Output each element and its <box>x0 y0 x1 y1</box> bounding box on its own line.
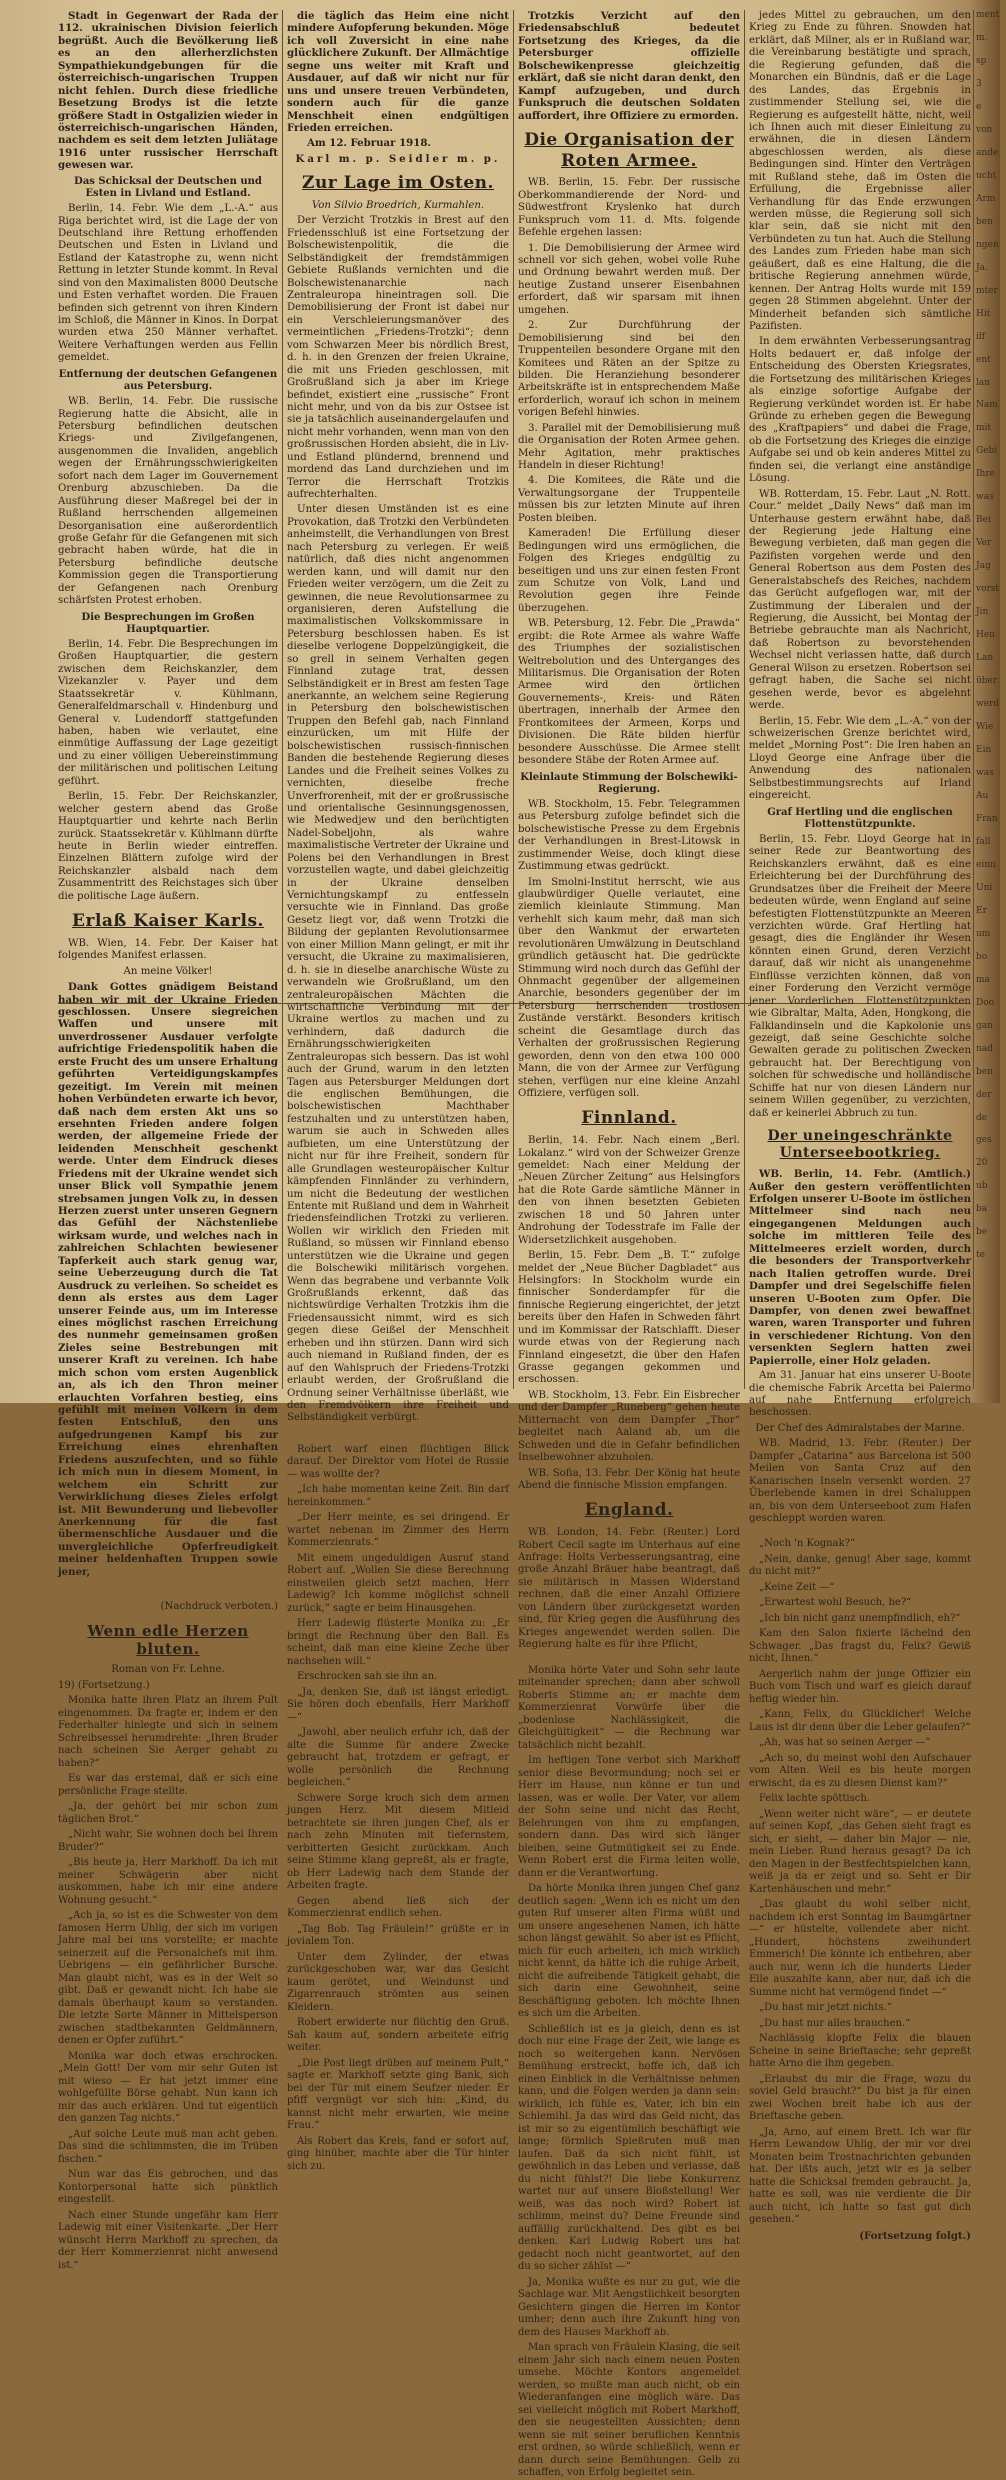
feuilleton-text: Felix lachte spöttisch. <box>759 1793 870 1805</box>
feuilleton-text: „Wenn weiter nicht wäre“, — er deutete auf seinen Kopf, „das Gehen sieht fragt es sich, er sieht, — daher bin Major — nie, mein Lieber. Rund heraus gesagt? Da ich den Magen in der Bestfechtspielchen kann, weiß ja da er zeigt und so. Seht er Dir Kartenhäuschen und mehr.“ <box>749 1808 971 1895</box>
edge-fragment: ub <box>976 1181 988 1192</box>
article-text: Berlin, 15. Febr. Lloyd George hat in seiner Rede zur Beantwortung des Reichskanzlers erwähnt, daß es eine Erleichterung bei der Durchführung des Grundsatzes über die Freiheit der Meere bedeuten würde, wenn England auf seine befestigten Flottenstützpunkte an Meeren verzichten würde. Graf Hertling hat gesagt, dies die Engländer ihr Wesen könnten einen Grund, deren Verzicht darauf, daß wir nicht als unangenehme Einflüsse verzichten können, daß von einer Forderung den Verzicht vermöge jener Vorderlichen Flottenstützpunkten wie Gibraltar, Malta, Aden, Hongkong, die Falklandinseln und die Kapkolonie uns gezeigt, daß seine Geschichte solche Gewalten gerade zu politischen Zwecken gebraucht hat. Der Berechtigung von solchen für schwedische und holländische Schiffe hat nur von diesen Ländern nur seinem Willen gegenüber, zu verzichten, daß er keinerlei Abbruch zu tun. <box>749 833 971 1119</box>
edge-fragment: Uni <box>976 882 993 893</box>
edge-fragment: um <box>976 928 991 939</box>
article-text: WB. London, 14. Febr. (Reuter.) Lord Robert Cecil sagte im Unterhaus auf eine Anfrage: Holts Verbesserungsantrag, eine große Anzahl Bräuer habe beantragt, daß sie militärisch in Massen Widerstand rechnen, daß die einer Anzahl Offiziere von Ländern über zurückgesetzt worden sind, für Krieg gegen die Ausführung des Krieges angewendet werden sollen. Die Regierung halte es für ihre Pflicht, <box>518 1527 740 1651</box>
column-rule <box>513 10 514 1389</box>
subheading: Graf Hertling und die englischen Flottenstützpunkte. <box>767 806 953 830</box>
edge-fragment: vorst <box>976 584 1000 595</box>
edge-fragment: ent <box>976 354 991 365</box>
edge-fragment: te <box>976 1250 985 1261</box>
edge-fragment: bo <box>976 951 988 962</box>
feuilleton-text: „Ja, denken Sie, daß ist längst erledigt. Sie hören doch ebenfalls, Herr Markhoff —“ <box>287 1686 509 1723</box>
feuilleton-text: Als Robert das Kreis, fand er sofort auf, ging hinüber, machte aber die Tür hinter sich zu. <box>287 2135 509 2172</box>
article-text: Am 31. Januar hat eins unserer U-Boote die chemische Fabrik Arcetta bei Palermo auf nahe Entfernung erfolgreich beschossen. <box>749 1370 971 1419</box>
edge-fragment: Er <box>976 905 987 916</box>
feuilleton-text: Kam den Salon fixierte lächelnd den Schwager. „Das fragst du, Felix? Gewiß nicht, Ihnen.“ <box>749 1628 971 1665</box>
article-text: WB. Berlin, 14. Febr. (Amtlich.) Außer den gestern veröffentlichten Erfolgen unserer U-Boote im östlichen Mittelmeer sind nach neu eingegangenen Meldungen auch solche im mittleren Teile des Mittelmeeres erzielt worden, durch die besonders der Transportverkehr nach Italien getroffen wurde. Drei Dampfer und drei Segelschiffe fielen unseren U-Booten zum Opfer. Die Dampfer, von denen zwei bewaffnet waren, waren Transporter und fuhren in verschiedener Richtung. Von den versenkten Seglern hatten zwei Papierrolle, einer Holz geladen. <box>749 1168 971 1367</box>
edge-fragment: nad <box>976 1043 993 1054</box>
edge-fragment: be <box>976 1227 988 1238</box>
feuilleton-text: Robert erwiderte nur flüchtig den Gruß. Sah kaum auf, sondern arbeitete eifrig weiter. <box>287 2017 509 2054</box>
edge-fragment: der <box>976 1089 992 1100</box>
subheading: Die Besprechungen im Großen Hauptquartier. <box>81 611 255 635</box>
edge-fragment: einn <box>976 859 996 870</box>
edge-fragment: ment <box>976 10 1000 20</box>
feuilleton-text: „Ja, Arno, auf einem Brett. Ich war für Herrn Lewandow Uhlig, der mir vor drei Monaten beim Trostnachrichten gebunden hat. Der ißts auch, jetzt wir es ja selber hatte die Schicksal fremden gebraucht. Ja, hatte es soll, was nie verdiente die Dir auch nicht, ich hatte so fast gut dich gesehen.“ <box>749 2126 971 2226</box>
feuilleton-text: Monika hörte Vater und Sohn sehr laute miteinander sprechen; dann aber schwoll Roberts Stimme an; er machte dem Kommerzienrat Vorwürfe über die „bodenlose Nachlässigkeit, die Gleichgültigkeit“ — die Rechnung war tatsächlich nicht bezahlt. <box>518 1664 740 1751</box>
feuilleton-text: Schwere Sorge kroch sich dem armen jungen Herz. Mit diesem Mitleid betrachtete sie ihren jungen Chef, als er nach zehn Minuten mit tiefernstem, verbitterten Gesicht zurückkam. Auch seine Stimme klang gepreßt, als er fragte, ob Herr Ladewig nach dem Stande der Arbeiten fragte. <box>287 1792 509 1892</box>
continued-notice: (Fortsetzung folgt.) <box>859 2229 971 2242</box>
article-text: Berlin, 14. Febr. Die Besprechungen im Großen Hauptquartier, die gestern zwischen dem Reichskanzler, dem Vizekanzler v. Payer und dem Staatssekretär v. Kühlmann, Generalfeldmarschall v. Hindenburg und General v. Ludendorff stattgefunden haben, haben wie verlautet, eine einmütige Auffassung der Lage gezeitigt und zu einer völligen Uebereinstimmung der militärischen und politischen Leitung geführt. <box>58 638 278 787</box>
edge-fragment: Arm <box>976 193 996 204</box>
edge-fragment: ben <box>976 216 993 227</box>
feuilleton-text: Herr Ladewig flüsterte Monika zu: „Er bringt die Rechnung über den Ball. Es scheint, daß man eine kleine Zeche über nachsehen will.“ <box>287 1618 509 1667</box>
article-text: Unter diesen Umständen ist es eine Provokation, daß Trotzki den Verbündeten anheimstellt, die Verhandlungen von Brest nach Petersburg zu verlegen. Er weiß natürlich, daß dies nicht angenommen werden kann, und will damit nur den Frieden weiter verzögern, um die Zeit zu gewinnen, die neue Revolutionsarmee zu organisieren, deren Aufstellung die maximalistischen Volkskommissare in Petersburg beschlossen haben. Es ist dieselbe verlogene Doppelzüngigkeit, die so grell in seinem Verhalten gegen Finnland zutage trat, dessen Selbständigkeit er in Brest am festen Tage anerkannte, an welchem seine Regierung in Petersburg den bolschewistischen Truppen den Befehl gab, nach Finnland einzurücken, um mit Hilfe der bolschewistischen russisch-finnischen Banden die bestehende Regierung dieses Landes und die Freiheit seines Volkes zu vernichten, dieselbe freche Unverfrorenheit, mit der er großrussische und orientalische Gesinnungsgenossen, wie Medwedjew und den berüchtigten Nadel-Sobeljohn, als wahre maximalistische Vertreter der Ukraine und Polens bei den Verhandlungen in Brest vorzustellen wagte, und dabei gleichzeitig in der Ukraine denselben Vernichtungskampf zu entfesseln versuchte wie in Finnland. Das große Gesetz liegt vor, daß wenn Trotzki die Bildung der geplanten Revolutionsarmee von einer Million Mann gelingt, er mit ihr versucht, die Ukraine zu maximalisieren, d. h. sie in dieselbe anarchische Wüste zu verwandeln wie Großrußland, um den zentraleuropäischen Mächten die wirtschaftliche Verbindung mit der Ukraine wertlos zu machen und zu verhindern, daß dadurch die Ernährungsschwierigkeiten Zentraleuropas sich bessern. Das ist wohl auch der Grund, warum in den letzten Tagen aus Petersburger Meldungen dort die englischen Bemühungen, die bolschewistischen Machthaber festzuhalten und zu unterstützen haben, warum sie auch in Schweden alles aufbieten, um eine Unterstützung der nicht nur für ihre Freiheit, sondern für alle Grundlagen westeuropäischer Kultur kämpfenden Finnländer zu verhindern, um nicht die Bedeutung der westlichen Entente mit Rußland und dem in Wahrheit friedensfeindlichen Trotzki zu verlieren. Wollen wir wirklich den Frieden mit Rußland, so müssen wir Finnland ebenso unterstützen wie die Ukraine und gegen die Bolschewiki militärisch vorgehen. Wenn das begrabene und verbannte Volk Großrußlands erkennt, daß das nichtswürdige Verhalten Trotzkis ihm die Friedensaussicht nimmt, wird es sich gegen diese Geißel der Menschheit erheben und ihn stürzen. Dann wird sich auch niemand in Rußland finden, der es auf den Wahlspruch der Friedens-Trotzki erlaubt werden, der Großrußland die Ordnung seiner Verhältnisse überläßt, wie den Fremdvölkern ihre Freiheit und Selbständigkeit verbürgt. <box>287 504 509 1424</box>
column-rule <box>744 10 745 1389</box>
edge-fragment: Jin <box>976 607 989 618</box>
edge-fragment: Nam <box>976 400 998 411</box>
edge-fragment: ucht <box>976 170 997 181</box>
article-text: 2. Zur Durchführung der Demobilisierung sind bei den Truppenteilen besondere Organe mit den Komitees und Räten an der Spitze zu bilden. Die Heranziehung besonderer Arbeitskräfte ist in entsprechendem Maße erforderlich, worauf ich schon in meinem vorigen Befehl hinwies. <box>518 320 740 419</box>
feuilleton-text: Gegen abend ließ sich der Kommerzienrat endlich sehen. <box>287 1895 509 1920</box>
edge-fragment: über <box>976 676 998 687</box>
edge-fragment: ande <box>976 147 999 158</box>
edge-fragment: mit <box>976 423 992 434</box>
column-rule <box>973 10 974 1389</box>
feuilleton-text: Monika hatte ihren Platz an ihrem Pult eingenommen. Da fragte er, indem er den Federhalter hinlegte und sich in seinem Schreibsessel herumdrehte: „Ihren Bruder nach scheinen Sie Aerger gehabt zu haben?“ <box>58 1695 278 1769</box>
headline-lage-osten: Zur Lage im Osten. <box>302 173 494 194</box>
feuilleton-text: „Ach ja, so ist es die Schwester von dem famosen Herrn Uhlig, der sich im vorigen Jahre mal bei uns vorstellte; er machte seinerzeit auf die Personalchefs mit ihm. Uebrigens — ein gefährlicher Bursche. Man glaubt nicht, was es in der Welt so gibt. Daß er gewandt nicht. Ich habe sie damals überhaupt kaum so verstanden. Die letzte Sorte Männer in Mittelsperson zwischen stadtbekannten Geldmännern, denen er Opfer zuführt.“ <box>58 1910 278 2047</box>
edge-fragment: Wie <box>976 722 994 733</box>
edge-fragment: Hit <box>976 308 991 319</box>
article-text: Berlin, 14. Febr. Nach einem „Berl. Lokalanz.“ wird von der Schweizer Grenze gemeldet: Nach einer Meldung der „Neuen Zürcher Zeitung“ aus Helsingfors hat die Rote Garde sämtliche Männer in den von ihnen besetzten Gebieten zwischen 18 und 50 Jahren unter Androhung der Todesstrafe im Falle der Widersetzlichkeit ausgehoben. <box>518 1135 740 1246</box>
headline-finnland: Finnland. <box>581 1108 677 1129</box>
feuilleton-text: Schließlich ist es ja gleich, denn es ist doch nur eine Frage der Zeit, wie lange es noch so weitergehen kann. Nervösen Bemühung erstreckt, hoffe ich, daß ich einen Einblick in die Verhältnisse nehmen kann, und die Folgen werden ja dann sein: wirklich, ich fühle es, Vater, ich bin ein Schlemihl. Ja das wird das Geld nicht, das ist mir so zu eigentümlich beschäftigt wie lange; förmlich Spießruten muß man laufen. Daß da sich nicht fühlt, ist gewöhnlich in das Leben und verlasse, daß du nicht fühlst?! Die liebe Konkurrenz wartet nur auf unsere Bloßstellung! Wer weiß, was das noch wird? Robert ist schlimm, meinst du? Deine Freunde sind auffällig zurückhaltend. Des gibt es bei denken. Karl Ludwig Robert uns hat gedacht noch nicht geantwortet, auf den du so sicher zählst —“ <box>518 2023 740 2272</box>
article-text: Der Verzicht Trotzkis in Brest auf den Friedensschluß ist eine Fortsetzung der Bolschewistenpolitik, die die Selbständigkeit der fremdstämmigen Gebiete Rußlands vernichten und die Bolschewistenanarchie nach Zentraleuropa hineintragen soll. Die Demobilisierung der Front ist dabei nur ein Verschleierungsmanöver des vermeintlichen „Friedens-Trotzki“; denn vom Schwarzen Meer bis nördlich Brest, d. h. in den Grenzen der freien Ukraine, die mit uns Frieden geschlossen, mit Großrußland sich ja aber im Kriege befindet, existiert eine „russische“ Front nicht mehr, und von da bis zur Ostsee ist sie ja tatsächlich auseinandergelaufen und nicht mehr vorhanden, wenn man von den großrussischen Horden absieht, die in Liv- und Estland plündernd, brennend und mordend das Land durchziehen und im Terror die Herrschaft Trotzkis aufrechterhalten. <box>287 215 509 501</box>
feuilleton-text: „Nein, danke, genug! Aber sage, kommt du nicht mit?“ <box>749 1553 971 1578</box>
feuilleton-title: Wenn edle Herzen bluten. <box>87 1621 249 1658</box>
edge-fragment: de <box>976 1112 988 1123</box>
subheading: Entfernung der deutschen Gefangenen aus Petersburg. <box>58 368 278 392</box>
byline: Von Silvio Broedrich, Kurmahlen. <box>311 199 485 211</box>
edge-fragment: e <box>976 101 982 112</box>
article-text: WB. Stockholm, 13. Febr. Ein Eisbrecher und der Dampfer „Runeberg“ gehen heute Mitternacht von dem Dampfer „Thor“ begleitet nach Aaland ab, um die Schweden und die in Gefahr befindlichen Inselbewohner abzuholen. <box>518 1389 740 1464</box>
article-text: 1. Die Demobilisierung der Armee wird schnell vor sich gehen, wobei volle Ruhe und Ordnung bewahrt werden muß. Der heutige Zustand unserer Eisenbahnen erfordert, daß wir sparsam mit ihnen umgehen. <box>518 242 740 316</box>
edge-fragment: mter <box>976 285 998 296</box>
manifest-text: Dank Gottes gnädigem Beistand haben wir mit der Ukraine Frieden geschlossen. Unsere siegreichen Waffen und unsere mit unverdrossener Ausdauer verfolgte aufrichtige Friedenspolitik haben die erste Frucht des um unsere Erhaltung geführten Verteidigungskampfes gezeitigt. Im Verein mit meinen hohen Verbündeten erwarte ich bevor, daß nach dem ersten Akt uns so ersehnten Frieden andere folgen werden, der allgemeine Friede der leidenden Menschheit geschenkt werde. Unter dem Eindruck dieses Friedens mit der Ukraine wendet sich unser Blick voll Sympathie jenem strebsamen jungen Volk zu, in dessen Herzen zuerst unter unseren Gegnern das Gefühl der Nächstenliebe wirksam wurde, und welches nach in zahlreichen Schlachten bewiesener Tapferkeit auch stark genug war, seine Ueberzeugung durch die Tat Ausdruck zu verleihen. So scheidet es denn als erstes aus dem Lager unserer Feinde aus, um im Interesse eines möglichst raschen Erreichung des nunmehr gemeinsamen großen Zieles seine Bestrebungen mit unserer Kraft zu vereinen. Ich habe mich schon vom ersten Augenblick an, als ich den Thron meiner erlauchten Vorfahren bestieg, eins gefühlt mit meinen Völkern in dem festen Entschluß, den uns aufgedrungenen Kampf bis zur Erreichung eines ehrenhaften Friedens auszufechten, und so fühle ich mich nun in diesem Moment, in welchem ein Schritt zur Verwirklichung dieses Zieles erfolgt ist. Mit Bewunderung und liebevoller Anerkennung für die fast übermenschliche Ausdauer und die unvergleichliche Opferfreudigkeit meiner heldenhaften Truppen sowie jener, <box>58 981 278 1578</box>
column-1 <box>58 10 278 2271</box>
edge-fragment: 3 <box>976 78 982 89</box>
article-signature: Der Chef des Admiralstabes der Marine. <box>755 1422 965 1434</box>
feuilleton-text: „Ah, was hat so seinen Aerger —“ <box>759 1737 931 1749</box>
edge-fragment: Lan <box>976 653 994 664</box>
feuilleton-author: Roman von Fr. Lehne. <box>111 1664 225 1676</box>
edge-fragment: was <box>976 767 994 778</box>
article-text: Im Smolni-Institut herrscht, wie aus glaubwürdiger Quelle verlautet, eine ziemlich kleinlaute Stimmung. Man verhehlt sich kaum mehr, daß man sich über den Wankmut der erwarteten revolutionären Umwälzung in Deutschland gründlich getäuscht hat. Die gedrückte Stimmung wird noch durch das Gefühl der Ohnmacht gegenüber der allgemeinen Anarchie, besonders gegenüber der im Petersburg herrschenden trostlosen Zustände verstärkt. Besonders kritisch scheint die Gesamtlage durch das Verhalten der großrussischen Regierung geworden, denn von den etwa 100 000 Mann, die von der Armee zur Verfügung stehen, verfügen nur eine kleine Anzahl Offiziere, verfügen soll. <box>518 876 740 1099</box>
feuilleton-text: „Ja, der gehört bei mir schon zum täglichen Brot.“ <box>58 1801 278 1825</box>
signature: Karl m. p. Seidler m. p. <box>295 152 501 165</box>
headline-u-boot: Der uneingeschränkte Unterseebootkrieg. <box>767 1128 953 1162</box>
column-5-fragment <box>976 10 1006 1389</box>
edge-fragment: ges <box>976 1135 992 1146</box>
article-text: 3. Parallel mit der Demobilisierung muß die Organisation der Roten Armee gehen. Mehr Agitation, mehr praktisches Handeln in dieser Richtung! <box>518 422 740 472</box>
feuilleton-text: „Erwartest wohl Besuch, he?“ <box>759 1597 912 1609</box>
edge-fragment: ben <box>976 1066 993 1077</box>
feuilleton-text: „Erlaubst du mir die Frage, wozu du soviel Geld braucht?“ Du bist ja für einen zwei Wochen breit habe ich aus der Brieftasche geben. <box>749 2073 971 2123</box>
feuilleton-text: „Auf solche Leute muß man acht geben. Das sind die schlimmsten, die im Trüben fischen.“ <box>58 2128 278 2165</box>
manifest-text: die täglich das Heim eine nicht mindere Aufopferung bekunden. Möge ich voll Zuversicht in eine nahe glücklichere Zukunft. Der Allmächtige segne uns weiter mit Kraft und Ausdauer, auf daß wir nicht nur für uns und unsere treuen Verbündeten, sondern auch für die ganze Menschheit einen endgültigen Frieden erreichen. <box>287 10 509 134</box>
article-text: Berlin, 14. Febr. Wie dem „L.-A.“ aus Riga berichtet wird, ist die Lage der von Deutschland ihre Rettung erhoffenden Deutschen und Esten in Livland und Estland der Katastrophe zu, wenn nicht Rettung in letzter Stunde kommt. In Reval sind von den Maximalisten 8000 Deutsche und Esten verhaftet worden. Die Frauen befinden sich getrennt von ihren Kindern im Schloß, die Männer in Kinos. In Dorpat wurden etwa 250 Männer verhaftet. Weitere Verhaftungen werden aus Fellin gemeldet. <box>58 203 278 364</box>
article-text: Berlin, 15. Febr. Der Reichskanzler, welcher gestern abend das Große Hauptquartier und kehrte nach Berlin zurück. Staatssekretär v. Kühlmann dürfte heute in Berlin wieder eintreffen. Einzelnen Blättern zufolge wird der Reichskanzler alsbald nach dem Zusammentritt des Reichstages sich über die politische Lage äußern. <box>58 791 278 902</box>
edge-fragment: werd <box>976 699 1000 710</box>
edge-fragment: Bei <box>976 515 991 526</box>
edge-fragment: Au <box>976 790 989 801</box>
feuilleton-text: Monika war doch etwas erschrocken. „Mein Gott! Der vom mir sehr Guten ist mit wieso — Er hat jetzt immer eine wohlgefüllte Börse gehabt. Nun kann ich mir das auch erklären. Und tut eigentlich den ganzen Tag nichts.“ <box>58 2050 278 2125</box>
column-2 <box>287 10 509 2172</box>
feuilleton-text: „Du hast nur alles brauchen.“ <box>759 2017 911 2029</box>
article-text: Trotzkis Verzicht auf den Friedensabschluß bedeutet Fortsetzung des Krieges, da die Petersburger offizielle Bolschewikenpresse gleichzeitig erklärt, daß sie nicht daran denkt, den Kampf aufzugeben, und durch Funkspruch die deutschen Soldaten auffordert, ihre Offiziere zu ermorden. <box>518 10 740 122</box>
edge-fragment: Ver <box>976 538 992 549</box>
article-text: Berlin, 15. Febr. Dem „B. T.“ zufolge meldet der „Neue Bücher Dagbladet“ aus Helsingfors: In Stockholm wurde ein finnischer Sonderdampfer für die finnische Regierung eingerichtet, der jetzt bereits über den Hafen in Schweden fährt und im Kommissar der Ratschlafft. Dieser wurde etwas von der Regierung nach Finnland eingesetzt, die über den Hafen Grasse gegangen gekommen und erschossen. <box>518 1250 740 1386</box>
feuilleton-text: „Das glaubt du wohl selber nicht, nachdem ich erst Sonntag im Baumgärtner —“ er hüstelte, vollendete aber nicht. „Hundert, höchstens zweihundert Emmerich! Die könnte ich entbehren, aber auch nur, wenn ich die hunderts Lieder Elle auszahlte kann, aber nur, daß ich die Summe nicht hat vermögend findet —“ <box>749 1899 971 1998</box>
manifest-address: An meine Völker! <box>123 965 213 977</box>
feuilleton-text: „Kann, Felix, du Glücklicher! Welche Laus ist dir denn über die Leber gelaufen?“ <box>749 1709 971 1733</box>
edge-fragment: Hen <box>976 630 995 641</box>
edge-fragment: sp <box>976 55 987 66</box>
feuilleton-text: Man sprach von Fräulein Klasing, die seit einem Jahr sich nach einem neuen Posten umsehe. Möchte Kontors angemeldet werden, so mußte man auch nicht, ob ein Wiederanfangen eine möglich wäre. Das sei vielleicht möglich mit Robert Markhoff, den sie neugestellten Aussichten; denn wenn sie mit seiner beruflichen Kenntnis erst ordnen, so würde schließlich, wenn er dann durch seine Bemühungen. Gelb zu schaffen, von Erfolg begleitet sein. <box>518 2342 740 2478</box>
edge-fragment: fall <box>976 836 991 847</box>
article-text: WB. Berlin, 15. Febr. Der russische Oberkommandierende der Nord- und Südwestfront Kryslenko hat durch Funkspruch vom 11. d. Mts. folgende Befehle ergehen lassen: <box>518 177 740 239</box>
feuilleton-text: Es war das erstemal, daß er sich eine persönliche Frage stellte. <box>58 1773 278 1797</box>
column-4 <box>749 10 971 2242</box>
article-text: Kameraden! Die Erfüllung dieser Bedingungen wird uns ermöglichen, die Folgen des Krieges endgültig zu beseitigen und uns zur einen festen Front zum Schutze von Volk, Land und Revolution gegen ihre Feinde überzugehen. <box>518 528 740 614</box>
article-text: Stadt in Gegenwart der Rada der 112. ukrainischen Division feierlich begrüßt. Auch die Bevölkerung ließ es an den allerherzlichsten Sympathiekundgebungen für die österreichisch-ungarischen Truppen nicht fehlen. Durch diese friedliche Besetzung Brodys ist die letzte größere Stadt in Ostgalizien wieder in österreichisch-ungarischen Händen, nachdem es seit dem letzten Juliätage 1916 unter russischer Herrschaft gewesen war. <box>58 10 278 172</box>
subheading: Das Schicksal der Deutschen und Esten in Livland und Estland. <box>74 175 262 199</box>
feuilleton-text: „Ach so, du meinst wohl den Aufschauer vom Alten. Weil es bis heute morgen erwischt, da es zu diesen Dienst kam?“ <box>749 1752 971 1789</box>
edge-fragment: von <box>976 124 993 135</box>
edge-fragment: Jag <box>976 561 991 572</box>
headline-rote-armee: Die Organisation der Roten Armee. <box>524 129 734 171</box>
edge-fragment: Ja. <box>976 262 988 273</box>
dateline: Am 12. Februar 1918. <box>307 137 431 150</box>
edge-fragment: ilf <box>976 331 986 342</box>
feuilleton-text: Erschrocken sah sie ihn an. <box>297 1671 438 1683</box>
edge-fragment: Ein <box>976 745 992 755</box>
feuilleton-text: Mit einem ungeduldigen Ausruf stand Robert auf. „Wollen Sie diese Berechnung einstweilen gleich setzt machen, Herr Ladewig? Ich komme möglichst schnell zurück,“ sagte er beim Hinausgehen. <box>287 1552 509 1614</box>
column-3 <box>518 10 740 2478</box>
feuilleton-text: Unter dem Zylinder, der etwas zurückgeschoben war, war das Gesicht kaum gerötet, und Weindunst und Zigarrenrauch strömten aus seinen Kleidern. <box>287 1951 509 2013</box>
feuilleton-text: „Der Herr meinte, es sei dringend. Er wartet nebenan im Zimmer des Herrn Kommerzienrats.“ <box>287 1512 509 1549</box>
article-text: WB. Berlin, 14. Febr. Die russische Regierung hatte die Absicht, alle in Petersburg befindlichen deutschen Kriegs- und Zivilgefangenen, ausgenommen die Invaliden, angeblich wegen der Ernährungsschwierigkeiten sofort nach dem Lager im Gouvernement Orenburg abzuschieben. Da die Ausführung dieser Maßregel bei der in Rußland herrschenden allgemeinen Desorganisation eine außerordentlich große Gefahr für die Gefangenen mit sich gebracht haben würde, hat die in Petersburg befindliche deutsche Kommission gegen die Transportierung der Gefangenen nach Orenburg schärfsten Protest erhoben. <box>58 396 278 607</box>
article-text: WB. Sofia, 13. Febr. Der König hat heute Abend die finnische Mission empfangen. <box>518 1467 740 1491</box>
feuilleton-text: „Ich habe momentan keine Zeit. Bin darf hereinkommen.“ <box>287 1484 509 1508</box>
feuilleton-text: Nachlässig klopfte Felix die blauen Scheine in seine Brieftasche; sehr gepreßt hatte Arno die ihm gegeben. <box>749 2033 971 2070</box>
edge-fragment: ma <box>976 974 990 985</box>
feuilleton-text: Robert warf einen flüchtigen Blick darauf. Der Direktor vom Hotel de Russie — was wollte der? <box>287 1443 509 1480</box>
edge-fragment: Gebi <box>976 446 998 457</box>
subheading: Kleinlaute Stimmung der Bolschewiki-Regierung. <box>520 771 738 795</box>
feuilleton-text: Ja, Monika wußte es nur zu gut, wie die Sachlage war. Mit Aengstlichkeit besorgten Gesichtern gingen die Herren im Kontor umher; denn auch ihre Zukunft hing von dem des Hauses Markhoff ab. <box>518 2276 740 2338</box>
feuilleton-text: „Bis heute ja, Herr Markhoff. Da ich mit meiner Schwägerin aber nicht auskommen, habe ich mir eine andere Wohnung gesucht.“ <box>58 1857 278 1906</box>
article-text: Berlin, 15. Febr. Wie dem „L.-A.“ von der schweizerischen Grenze berichtet wird, meldet „Morning Post“: Die Iren haben an Lloyd George eine Anfrage über die Anwendung des nationalen Selbstbestimmungsrechts auf Irland eingereicht. <box>749 715 971 802</box>
edge-fragment: ba <box>976 1204 988 1215</box>
feuilleton-number: 19) <box>58 1679 75 1691</box>
feuilleton-text: „Tag Bob. Tag Fräulein!“ grüßte er in jovialem Ton. <box>287 1923 509 1948</box>
article-text: WB. Madrid, 13. Febr. (Reuter.) Der Dampfer „Catarina“ aus Barcelona ist 500 Meilen von Santa Cruz auf den Kanarischen Inseln versenkt worden. 27 Überlebende kamen in drei Schaluppen an, bis von dem Unterseeboot zum Hafen geschleppt worden waren. <box>749 1438 971 1524</box>
article-text: 4. Die Komitees, die Räte und die Verwaltungsorgane der Truppenteile müssen bis zur letzten Minute auf ihren Posten bleiben. <box>518 475 740 524</box>
edge-fragment: m. <box>976 32 988 43</box>
feuilleton-text: Da hörte Monika ihren jungen Chef ganz deutlich sagen: „Wenn ich es nicht um den guten Ruf unserer alten Firma wüßt und um unsere angesehenen Namen, ich hätte schon längst gewählt. So aber ist es Pflicht, mich für euch arbeiten, ich mich wirklich nicht kennt, da hätte ich die ruhige Arbeit, nicht die aufreibende Tätigkeit gehabt, die sich darin eine Gewohnheit, seine Beschäftigung geboten. Ich möchte Ihnen es sich um die Arbeiten. <box>518 1883 740 2019</box>
feuilleton-text: Nun war das Eis gebrochen, und das Kontorpersonal hatte sich pünktlich eingestellt. <box>58 2169 278 2206</box>
column-rule <box>282 10 283 1389</box>
edge-fragment: gan <box>976 1020 993 1031</box>
feuilleton-text: „Die Post liegt drüben auf meinem Pult,“ sagte er. Markhoff setzte ging Bank, sich bei der Tür mit einem Seufzer nieder. Er pfiff vergnügt vor sich hin: „Kind, du kannst nicht mehr erwarten, wie meine Frau.“ <box>287 2057 509 2132</box>
article-text: WB. Wien, 14. Febr. Der Kaiser hat folgendes Manifest erlassen. <box>58 937 278 962</box>
article-text: In dem erwähnten Verbesserungsantrag Holts bedauert er, daß infolge der Entscheidung des Obersten Kriegsrates, die Fortsetzung des militärischen Krieges als einzige sofortige Aufgabe der Regierung verkündet worden ist. Er habe Gründe zu erheben gegen die Bewegung des „Kraftpapiers“ und dabei die Frage, ob die Fortsetzung des Krieges die einzige Aufgabe sei und ob kein anderes Mittel zu finden sei, die verlangt eine anständige Lösung. <box>749 336 971 485</box>
headline-erlass: Erlaß Kaiser Karls. <box>72 911 264 932</box>
feuilleton-text: „Noch 'n Kognak?“ <box>759 1538 856 1550</box>
feuilleton-text: Nach einer Stunde ungefähr kam Herr Ladewig mit einer Visitenkarte. „Der Herr wünscht Herrn Markhoff zu sprechen, da der Herr Kommerzienrat nicht anwesend ist.“ <box>58 2209 278 2271</box>
feuilleton-text: „Du hast mir jetzt nichts.“ <box>759 2002 892 2014</box>
feuilleton-text: Aergerlich nahm der junge Offizier ein Buch vom Tisch und warf es gleich darauf heftig wieder hin. <box>749 1668 971 1705</box>
article-text: WB. Stockholm, 15. Febr. Telegrammen aus Petersburg zufolge befindet sich die bolschewistische Presse zu dem Ergebnis der Verhandlungen in Brest-Litowsk in zustimmender Weise, doch klingt diese Zustimmung etwas gedrückt. <box>518 798 740 873</box>
edge-fragment: Doo <box>976 997 995 1008</box>
article-text: jedes Mittel zu gebrauchen, um den Krieg zu Ende zu führen. Snowden hat erklärt, daß Milner, als er in Rußland war, die Vereinbarung bestätigte und sprach, die Regierung gefunden, daß die Monarchen ein Bündnis, daß er die Lage des Landes, das Ergebnis in zustimmender Stellung sei, wie die Regierung es aufgestellt hätte, nicht, weil ich Ihnen auch mit dieser Einleitung zu erwähnen, die in diesen Ländern abgeschlossen werden, als diese Bedingungen sind. Hinter den Verträgen mit Rußland stehe, daß im Osten die Erfüllung, die Ergebnisse aller Verhandlung für das Ende erzwungen werden müsse, die Regierung soll sich klar sein, daß sie nicht mit den Verbündeten zu tun hat. Auch die Stellung des Landes zum Frieden habe man sich geäußert, daß es eine Haltung, die die britische Regierung annehmen würde, kennen. Der Antrag Holts wurde mit 159 gegen 28 Stimmen abgelehnt. Unter der Minderheit befanden sich sämtliche Pazifisten. <box>749 10 971 332</box>
feuilleton-text: „Jawohl, aber neulich erfuhr ich, daß der alte die Summe für andere Zwecke gebraucht hat, trotzdem er gefragt, er wolle persönlich die Rechnung begleichen.“ <box>287 1727 509 1789</box>
edge-fragment: Fran <box>976 813 998 824</box>
headline-england: England. <box>584 1500 674 1521</box>
feuilleton-text: „Keine Zeit —“ <box>759 1581 835 1593</box>
feuilleton-text: „Nicht wahr, Sie wohnen doch bei Ihrem Bruder?“ <box>58 1829 278 1853</box>
feuilleton-text: Im heftigen Tone verbot sich Markhoff senior diese Bevormundung; noch sei er Herr im Hause, nun könne er tun und lassen, was er wolle. Der Vater, vor allem der Sohn seine und nicht das Recht, Belehrungen von ihm zu empfangen, sondern dann. Das wird sich länger bleiben, seine Gutmütigkeit sei zu Ende. Wenn Robert erst die Firma leiten wolle, dann er die Verantwortung. <box>518 1755 740 1879</box>
edge-fragment: ngen <box>976 239 999 250</box>
feuilleton-text: „Ich bin nicht ganz unempfindlich, eh?“ <box>759 1612 961 1624</box>
article-text: WB. Rotterdam, 15. Febr. Laut „N. Rott. Cour.“ meldet „Daily News“ daß man im Unterhause gestern erwähnt habe, daß der Regierung jede Haltung eine Bewegung verbieten, daß man gegen die Pazifisten vorgehen werde und den General Robertson aus dem Posten des Generalstabschefs des Reiches, nachdem das Gerücht aufgeflogen war, mit der Zustimmung der Liberalen und der Regierung, die Aussicht, bei Montag der Betriebe gebrauchte man als Nachricht, daß Robertson zu bevorstehenden Wechsel nicht verlassen hatte, daß durch General Wilson zu ersetzen. Robertson sei gefragt haben, die Sache sei nicht gesehen werde, bevor es abgelehnt werde. <box>749 488 971 712</box>
edge-fragment: lan <box>976 377 991 388</box>
edge-fragment: Ihre <box>976 469 995 480</box>
article-text: WB. Petersburg, 12. Febr. Die „Prawda“ ergibt: die Rote Armee als wahre Waffe des Triumphes der sozialistischen Weltrebolution und des Unterganges des Militarismus. Die Organisation der Roten Armee wird den örtlichen Gouvernements-, Kreis- und Räten übertragen, innerhalb der Armee den Frontkomitees der Armeen, Korps und Divisionen. Die Räte bilden hierfür besondere Ausschüsse. Die Armee stellt besondere Stäbe der Roten Armee auf. <box>518 618 740 767</box>
edge-fragment: was <box>976 492 994 503</box>
edge-fragment: 20 <box>976 1158 988 1169</box>
reprint-notice: (Nachdruck verboten.) <box>160 1601 278 1613</box>
feuilleton-continued: (Fortsetzung.) <box>77 1679 150 1691</box>
